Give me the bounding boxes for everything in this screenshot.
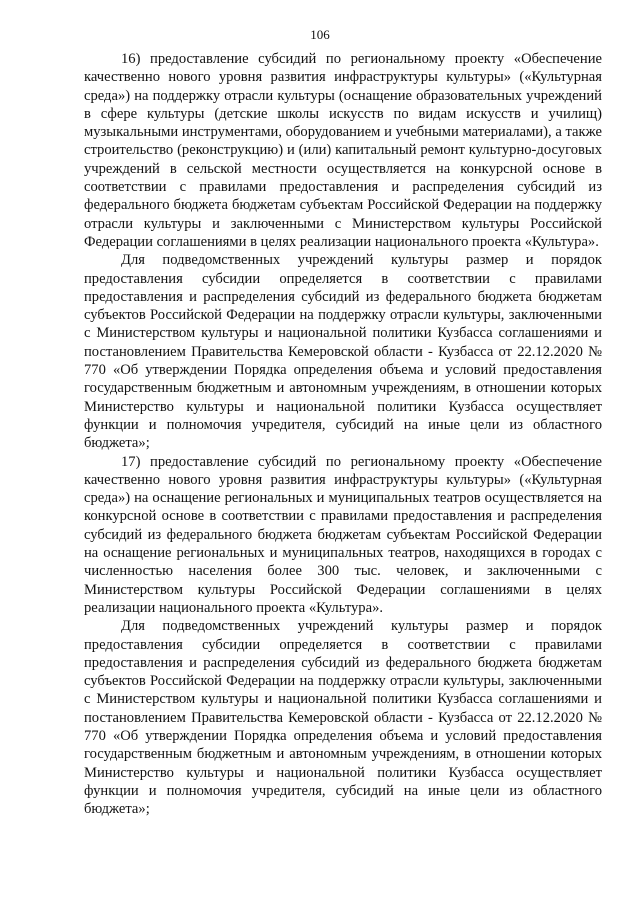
paragraph-17-procedure: Для подведомственных учреждений культуры размер и порядок предоставления субсидии определяется в соответствии с правилами предоставления и распределения субсидий из федерального бюджета бюджетам субъектов Российской Федерации на поддержку отрасли культуры, заключенными с Министерством культуры и национальной политики Кузбасса соглашениями и постановлением Правительства Кемеровской области - Кузбасса от 22.12.2020 № 770 «Об утверждении Порядка определения объема и условий предоставления государственным бюджетным и автономным учреждениям, в отношении которых Министерство культуры и национальной политики Кузбасса осуществляет функции и полномочия учредителя, субсидий на иные цели из областного бюджета»;: [84, 618, 602, 818]
document-body: [84, 50, 602, 818]
paragraph-16-subsidies: 16) предоставление субсидий по региональному проекту «Обеспечение качественно нового уровня развития инфраструктуры культуры» («Культурная среда») на поддержку отрасли культуры (оснащение образовательных учреждений в сфере культуры (детские школы искусств по видам искусств и училищ) музыкальными инструментами, оборудованием и учебными материалами), а также строительство (реконструкцию) и (или) капитальный ремонт культурно-досуговых учреждений в сельской местности осуществляется на конкурсной основе в соответствии с правилами предоставления и распределения субсидий из федерального бюджета бюджетам субъектам Российской Федерации на поддержку отрасли культуры и заключенными с Министерством культуры Российской Федерации соглашениями в целях реализации национального проекта «Культура».: [84, 51, 602, 250]
paragraph-16-procedure: Для подведомственных учреждений культуры размер и порядок предоставления субсидии определяется в соответствии с правилами предоставления и распределения субсидий из федерального бюджета бюджетам субъектов Российской Федерации на поддержку отрасли культуры, заключенными с Министерством культуры и национальной политики Кузбасса соглашениями и постановлением Правительства Кемеровской области - Кузбасса от 22.12.2020 № 770 «Об утверждении Порядка определения объема и условий предоставления государственным бюджетным и автономным учреждениям, в отношении которых Министерство культуры и национальной политики Кузбасса осуществляет функции и полномочия учредителя, субсидий на иные цели из областного бюджета»;: [84, 252, 602, 452]
paragraph-17-subsidies: 17) предоставление субсидий по региональному проекту «Обеспечение качественно нового уровня развития инфраструктуры культуры» («Культурная среда») на оснащение региональных и муниципальных театров осуществляется на конкурсной основе в соответствии с правилами предоставления и распределения субсидий из федерального бюджета бюджетам субъектам Российской Федерации на оснащение региональных и муниципальных театров, находящихся в городах с численностью населения более 300 тыс. человек, и заключенными с Министерством культуры Российской Федерации соглашениями в целях реализации национального проекта «Культура».: [84, 453, 602, 616]
page-number: 106: [310, 27, 330, 42]
